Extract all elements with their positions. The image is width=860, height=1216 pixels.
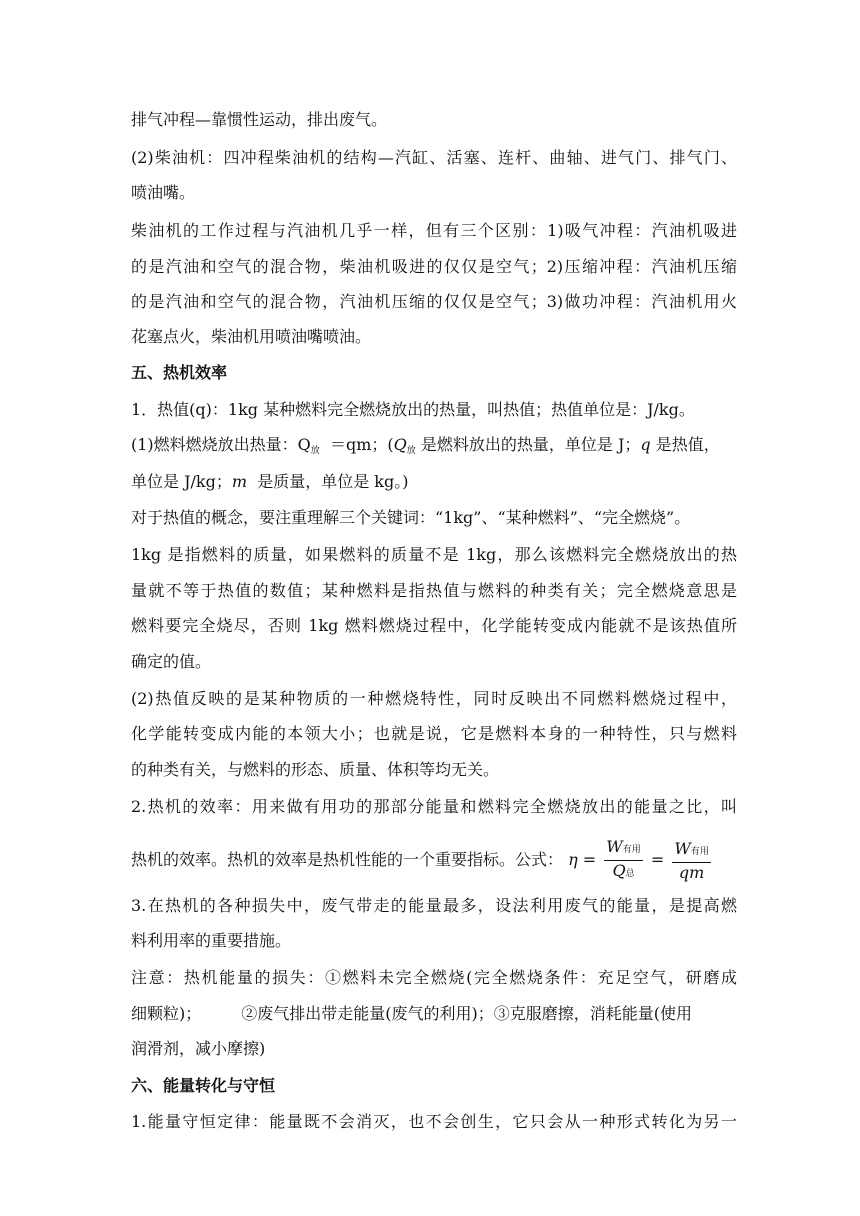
- text-line: 1．热值(q)：1kg 某种燃料完全燃烧放出的热量，叫热值；热值单位是：J/kg。: [131, 400, 695, 419]
- text-line: 1.能量守恒定律：能量既不会消灭，也不会创生，它只会从一种形式转化为另一: [131, 1112, 737, 1131]
- equals-sign: =: [650, 850, 665, 869]
- text-line: 3.在热机的各种损失中，废气带走的能量最多，设法利用废气的能量，是提高燃: [131, 896, 737, 915]
- text-line: [131, 1003, 737, 1025]
- text-line: [131, 434, 737, 462]
- text-line-with-formula: [131, 838, 737, 882]
- text-fragment: 是燃料放出的热量，单位是 J；: [420, 435, 641, 454]
- text-line: 的是汽油和空气的混合物，汽油机压缩的仅仅是空气；3)做功冲程：汽油机用火: [131, 292, 737, 311]
- subscript: 放: [406, 446, 416, 456]
- symbol: q: [640, 435, 651, 454]
- text-fragment: 是质量，单位是 kg。): [257, 472, 409, 491]
- text-line: 柴油机的工作过程与汽油机几乎一样，但有三个区别：1)吸气冲程：汽油机吸进: [131, 221, 737, 240]
- text-line: 的种类有关，与燃料的形态、质量、体积等均无关。: [131, 760, 500, 779]
- text-line: 确定的值。: [131, 652, 212, 671]
- subscript: 有用: [622, 845, 641, 855]
- text-line: 1kg 是指燃料的质量，如果燃料的质量不是 1kg，那么该燃料完全燃烧放出的热: [131, 545, 737, 564]
- text-line: [131, 471, 737, 493]
- text-line: (2)柴油机：四冲程柴油机的结构—汽缸、活塞、连杆、曲轴、进气门、排气门、: [131, 148, 737, 167]
- denominator: qm: [678, 862, 705, 882]
- text-line: 量就不等于热值的数值；某种燃料是指热值与燃料的种类有关；完全燃烧意思是: [131, 581, 737, 600]
- section-heading: 五、热机效率: [131, 363, 228, 382]
- text-line: 花塞点火，柴油机用喷油嘴喷油。: [131, 327, 372, 346]
- fraction-w-over-q: [604, 838, 642, 883]
- text-fragment: ②废气排出带走能量(废气的利用)；③克服磨擦，消耗能量(使用: [241, 1004, 692, 1023]
- symbol: m: [231, 472, 248, 491]
- text-line: 化学能转变成内能的本领大小；也就是说，它是燃料本身的一种特性，只与燃料: [131, 724, 737, 743]
- text-line: 的是汽油和空气的混合物，柴油机吸进的仅仅是空气；2)压缩冲程：汽油机压缩: [131, 257, 737, 276]
- denominator: [612, 861, 634, 883]
- subscript: 有用: [690, 846, 709, 857]
- text-fragment: (1)燃料燃烧放出热量：Q: [131, 435, 311, 454]
- text-line: 润滑剂，减小摩擦): [131, 1039, 266, 1058]
- text-line: 喷油嘴。: [131, 183, 196, 202]
- text-line: 料利用率的重要措施。: [131, 931, 292, 950]
- fraction-w-over-qm: [672, 840, 710, 882]
- symbol: W: [606, 837, 623, 856]
- text-fragment: 单位是 J/kg；: [131, 472, 232, 491]
- eta-symbol: η: [568, 850, 578, 869]
- text-fragment: 是热值，: [655, 435, 720, 454]
- numerator: [672, 840, 710, 863]
- text-line: 注意：热机能量的损失：①燃料未完全燃烧(完全燃烧条件：充足空气，研磨成: [131, 968, 737, 987]
- text-line: 燃料要完全烧尽，否则 1kg 燃料燃烧过程中，化学能转变成内能就不是该热值所: [131, 616, 737, 635]
- numerator: [604, 838, 642, 861]
- text-line: 对于热值的概念，要注重理解三个关键词：“1kg”、“某种燃料”、“完全燃烧”。: [131, 508, 691, 527]
- section-heading: 六、能量转化与守恒: [131, 1076, 276, 1095]
- text-line: 2.热机的效率：用来做有用功的那部分能量和燃料完全燃烧放出的能量之比，叫: [131, 797, 737, 816]
- text-fragment: ＝qm；(: [329, 435, 394, 454]
- text-line: 排气冲程—靠惯性运动，排出废气。: [131, 110, 388, 129]
- symbol: Q: [612, 861, 626, 880]
- subscript: 放: [310, 446, 320, 456]
- text-line: (2)热值反映的是某种物质的一种燃烧特性，同时反映出不同燃料燃烧过程中，: [131, 689, 737, 708]
- subscript: 总: [625, 869, 635, 879]
- symbol: Q: [393, 435, 407, 454]
- efficiency-formula: [568, 838, 714, 883]
- symbol: W: [674, 838, 691, 858]
- text-fragment: 细颗粒)；: [131, 1004, 202, 1023]
- equals-sign: =: [582, 850, 597, 869]
- text-fragment: 热机的效率。热机的效率是热机性能的一个重要指标。公式：: [131, 850, 564, 869]
